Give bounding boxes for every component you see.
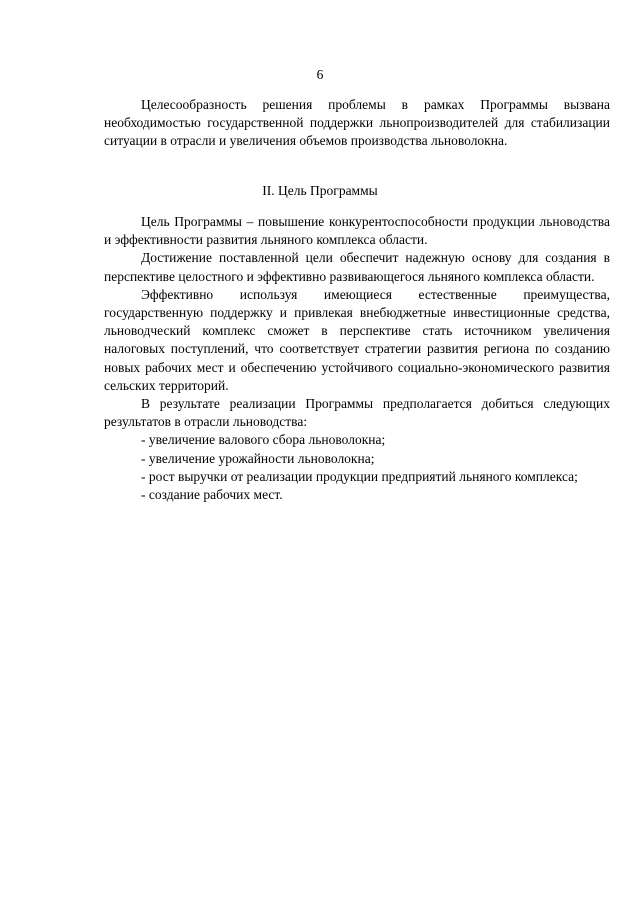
list-item: - рост выручки от реализации продукции предприятий льняного комплекса; <box>141 468 578 484</box>
results-list <box>104 431 610 504</box>
list-item: - увеличение валового сбора льноволокна; <box>141 432 386 448</box>
results-intro-paragraph: В результате реализации Программы предполагается добиться следующих результатов в отрасли льноводства: <box>104 396 610 430</box>
list-item: - создание рабочих мест. <box>141 487 283 503</box>
foundation-paragraph: Достижение поставленной цели обеспечит надежную основу для создания в перспективе целостного и эффективно развивающегося льняного комплекса области. <box>104 250 610 284</box>
goal-section <box>104 213 610 504</box>
section-heading: II. Цель Программы <box>262 183 378 198</box>
list-item: - увеличение урожайности льноволокна; <box>141 450 375 466</box>
effectiveness-paragraph: Эффективно используя имеющиеся естественные преимущества, государственную поддержку и привлекая внебюджетные инвестиционные средства, льноводческий комплекс сможет в перспективе стать источником увеличения налоговых поступлений, что соответствует стратегии развития региона по созданию новых рабочих мест и обеспечению устойчивого социально-экономического развития сельских территорий. <box>104 286 610 393</box>
intro-section <box>104 96 610 151</box>
page-number: 6 <box>316 67 324 82</box>
goal-paragraph: Цель Программы – повышение конкурентоспособности продукции льноводства и эффективности развития льняного комплекса области. <box>104 214 610 248</box>
intro-paragraph: Целесообразность решения проблемы в рамках Программы вызвана необходимостью государственной поддержки льнопроизводителей для стабилизации ситуации в отрасли и увеличения объемов производства льноволокна. <box>104 97 610 149</box>
